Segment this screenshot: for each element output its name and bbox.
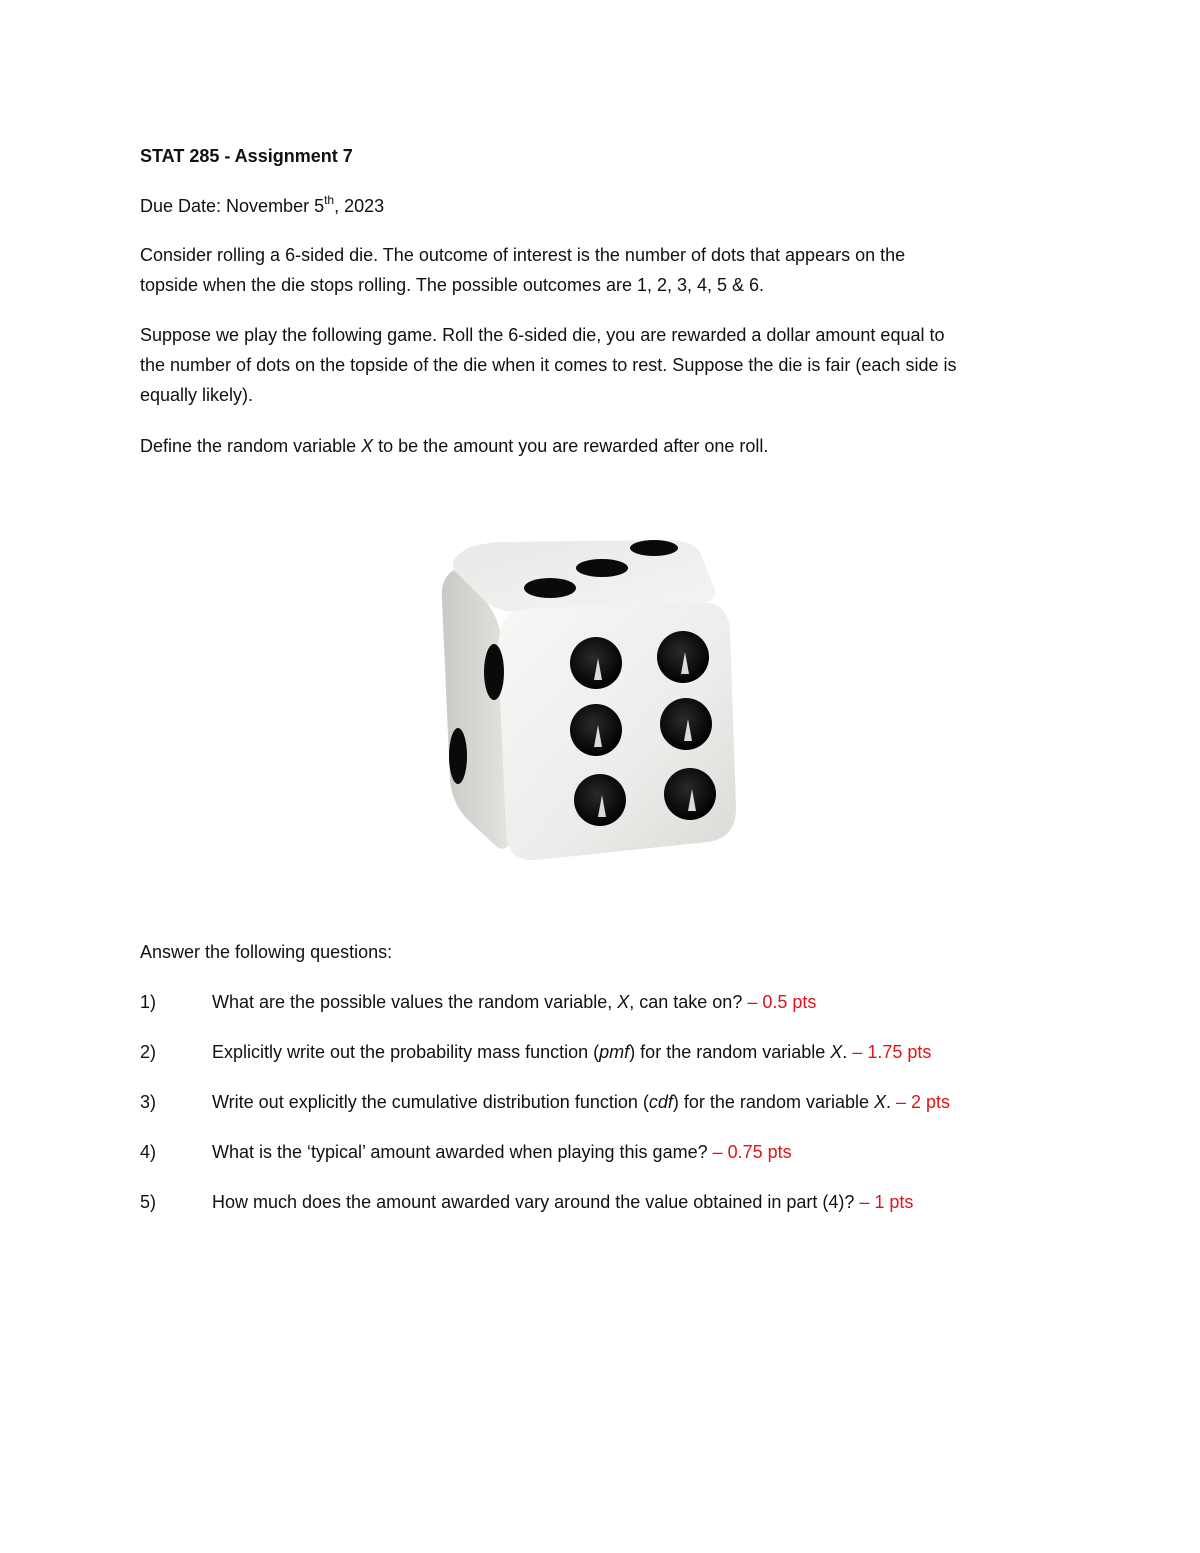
question-text [212, 1190, 913, 1214]
due-date-prefix: Due Date: November 5 [140, 196, 325, 216]
question-text-part: ) for the random variable [672, 1092, 874, 1112]
question-text-part: Explicitly write out the probability mass function ( [212, 1042, 600, 1062]
points-label: – 1.75 pts [852, 1042, 932, 1062]
variable-x: X [830, 1042, 843, 1062]
question-text [212, 990, 816, 1014]
question-text-part: How much does the amount awarded vary around the value obtained in part (4)? [212, 1192, 860, 1212]
due-date [140, 194, 384, 218]
question-text-part: . [842, 1042, 853, 1062]
question-text-part: ) for the random variable [629, 1042, 831, 1062]
question-text-part: Write out explicitly the cumulative distribution function ( [212, 1092, 649, 1112]
due-date-suffix: , 2023 [334, 196, 385, 216]
question-text-part: What are the possible values the random variable, [212, 992, 618, 1012]
question-text-part: . [886, 1092, 897, 1112]
paragraph-3 [140, 434, 768, 458]
paragraph-3-after: to be the amount you are rewarded after one roll. [373, 436, 769, 456]
cdf-term: cdf [648, 1092, 673, 1112]
answer-heading: Answer the following questions: [140, 942, 393, 962]
pmf-term: pmf [599, 1042, 630, 1062]
points-label: – 0.75 pts [712, 1142, 792, 1162]
paragraph-3-before: Define the random variable [140, 436, 362, 456]
variable-x: X [617, 992, 630, 1012]
question-text [212, 1140, 792, 1164]
paragraph-2-line-1: Suppose we play the following game. Roll the 6-sided die, you are rewarded a dollar amount equal to [140, 325, 945, 345]
question-text-part: What is the ‘typical’ amount awarded when playing this game? [212, 1142, 713, 1162]
due-date-superscript: th [324, 193, 335, 207]
question-number: 1) [140, 992, 157, 1012]
question-text [212, 1040, 931, 1064]
six-sided-die-icon [432, 530, 752, 870]
document-title: STAT 285 - Assignment 7 [140, 146, 353, 166]
paragraph-1-line-1: Consider rolling a 6-sided die. The outcome of interest is the number of dots that appears on the [140, 245, 906, 265]
question-text [212, 1090, 950, 1114]
points-label: – 0.5 pts [747, 992, 817, 1012]
question-text-part: , can take on? [629, 992, 748, 1012]
paragraph-2-line-3: equally likely). [140, 385, 254, 405]
points-label: – 2 pts [896, 1092, 951, 1112]
paragraph-1-line-2: topside when the die stops rolling. The possible outcomes are 1, 2, 3, 4, 5 & 6. [140, 275, 765, 295]
variable-x: X [873, 1092, 886, 1112]
paragraph-2-line-2: the number of dots on the topside of the die when it comes to rest. Suppose the die is fair (each side is [140, 355, 957, 375]
question-number: 3) [140, 1092, 157, 1112]
points-label: – 1 pts [859, 1192, 914, 1212]
question-number: 2) [140, 1042, 157, 1062]
variable-x: X [361, 436, 374, 456]
question-number: 5) [140, 1192, 157, 1212]
question-number: 4) [140, 1142, 157, 1162]
